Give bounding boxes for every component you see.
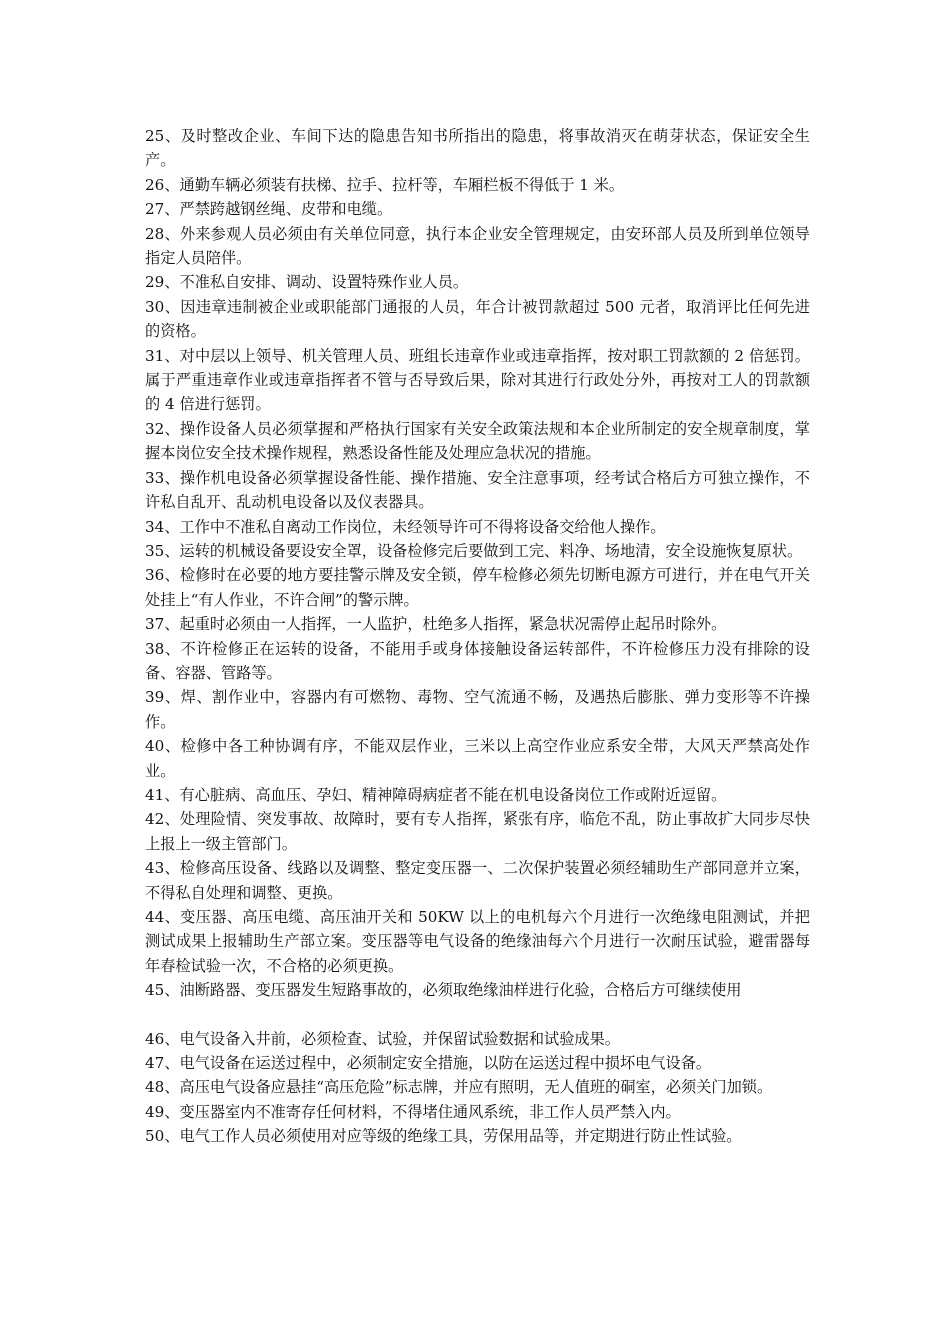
rule-item-27: 27、严禁跨越钢丝绳、皮带和电缆。 (145, 200, 393, 219)
rule-item-30: 30、因违章违制被企业或职能部门通报的人员，年合计被罚款超过 500 元者，取消评比任何先进的资格。 (145, 297, 810, 341)
rule-item-26: 26、通勤车辆必须装有扶梯、拉手、拉杆等，车厢栏板不得低于 1 米。 (145, 175, 625, 194)
rule-item-28: 28、外来参观人员必须由有关单位同意，执行本企业安全管理规定，由安环部人员及所到单位领导指定人员陪伴。 (145, 224, 810, 268)
rule-item-40: 40、检修中各工种协调有序，不能双层作业，三米以上高空作业应系安全带，大风天严禁高处作业。 (145, 737, 810, 780)
rule-item-47: 47、电气设备在运送过程中，必须制定安全措施，以防在运送过程中损坏电气设备。 (145, 1054, 712, 1073)
document-body (145, 124, 810, 1149)
rule-item-50: 50、电气工作人员必须使用对应等级的绝缘工具，劳保用品等，并定期进行防止性试验。 (145, 1127, 742, 1146)
rule-item-34: 34、工作中不准私自离动工作岗位，未经领导许可不得将设备交给他人操作。 (145, 517, 666, 536)
rule-item-49: 49、变压器室内不准寄存任何材料，不得堵住通风系统，非工作人员严禁入内。 (145, 1102, 681, 1121)
rule-item-45: 45、油断路器、变压器发生短路事故的，必须取绝缘油样进行化验，合格后方可继续使用 (145, 981, 742, 1000)
rule-item-25: 25、及时整改企业、车间下达的隐患告知书所指出的隐患，将事故消灭在萌芽状态，保证安全生产。 (145, 127, 810, 170)
rule-item-33: 33、操作机电设备必须掌握设备性能、操作措施、安全注意事项，经考试合格后方可独立操作，不许私自乱开、乱动机电设备以及仪表器具。 (145, 468, 810, 512)
rule-item-42: 42、处理险情、突发事故、故障时，要有专人指挥，紧张有序，临危不乱，防止事故扩大同步尽快上报上一级主管部门。 (145, 810, 810, 853)
rule-item-31: 31、对中层以上领导、机关管理人员、班组长违章作业或违章指挥，按对职工罚款额的 2 倍惩罚。属于严重违章作业或违章指挥者不管与否导致后果，除对其进行行政处分外，再按对工人的罚款额的 4 倍进行惩罚。 (145, 346, 810, 414)
paragraph-gap (145, 1003, 810, 1027)
rule-item-46: 46、电气设备入井前，必须检查、试验，并保留试验数据和试验成果。 (145, 1029, 620, 1048)
rule-item-39: 39、焊、割作业中，容器内有可燃物、毒物、空气流通不畅，及遇热后膨胀、弹力变形等不许操作。 (145, 688, 810, 731)
rule-item-36: 36、检修时在必要的地方要挂警示牌及安全锁，停车检修必须先切断电源方可进行，并在电气开关处挂上“有人作业，不许合闸”的警示牌。 (145, 566, 810, 609)
rule-item-41: 41、有心脏病、高血压、孕妇、精神障碍病症者不能在机电设备岗位工作或附近逗留。 (145, 785, 727, 804)
rule-item-32: 32、操作设备人员必须掌握和严格执行国家有关安全政策法规和本企业所制定的安全规章制度，掌握本岗位安全技术操作规程，熟悉设备性能及处理应急状况的措施。 (145, 419, 810, 463)
rule-item-29: 29、不准私自安排、调动、设置特殊作业人员。 (145, 273, 469, 292)
rule-item-38: 38、不许检修正在运转的设备，不能用手或身体接触设备运转部件，不许检修压力没有排除的设备、容器、管路等。 (145, 639, 810, 682)
rule-item-44: 44、变压器、高压电缆、高压油开关和 50KW 以上的电机每六个月进行一次绝缘电阻测试，并把测试成果上报辅助生产部立案。变压器等电气设备的绝缘油每六个月进行一次耐压试验，避雷器每年春检试验一次，不合格的必须更换。 (145, 908, 810, 975)
rule-item-37: 37、起重时必须由一人指挥，一人监护，杜绝多人指挥，紧急状况需停止起吊时除外。 (145, 615, 727, 634)
rule-item-48: 48、高压电气设备应悬挂“高压危险”标志牌，并应有照明，无人值班的硐室，必须关门加锁。 (145, 1078, 773, 1097)
rule-item-35: 35、运转的机械设备要设安全罩，设备检修完后要做到工完、料净、场地清，安全设施恢复原状。 (145, 541, 803, 560)
rule-item-43: 43、检修高压设备、线路以及调整、整定变压器一、二次保护装置必须经辅助生产部同意并立案，不得私自处理和调整、更换。 (145, 859, 810, 902)
